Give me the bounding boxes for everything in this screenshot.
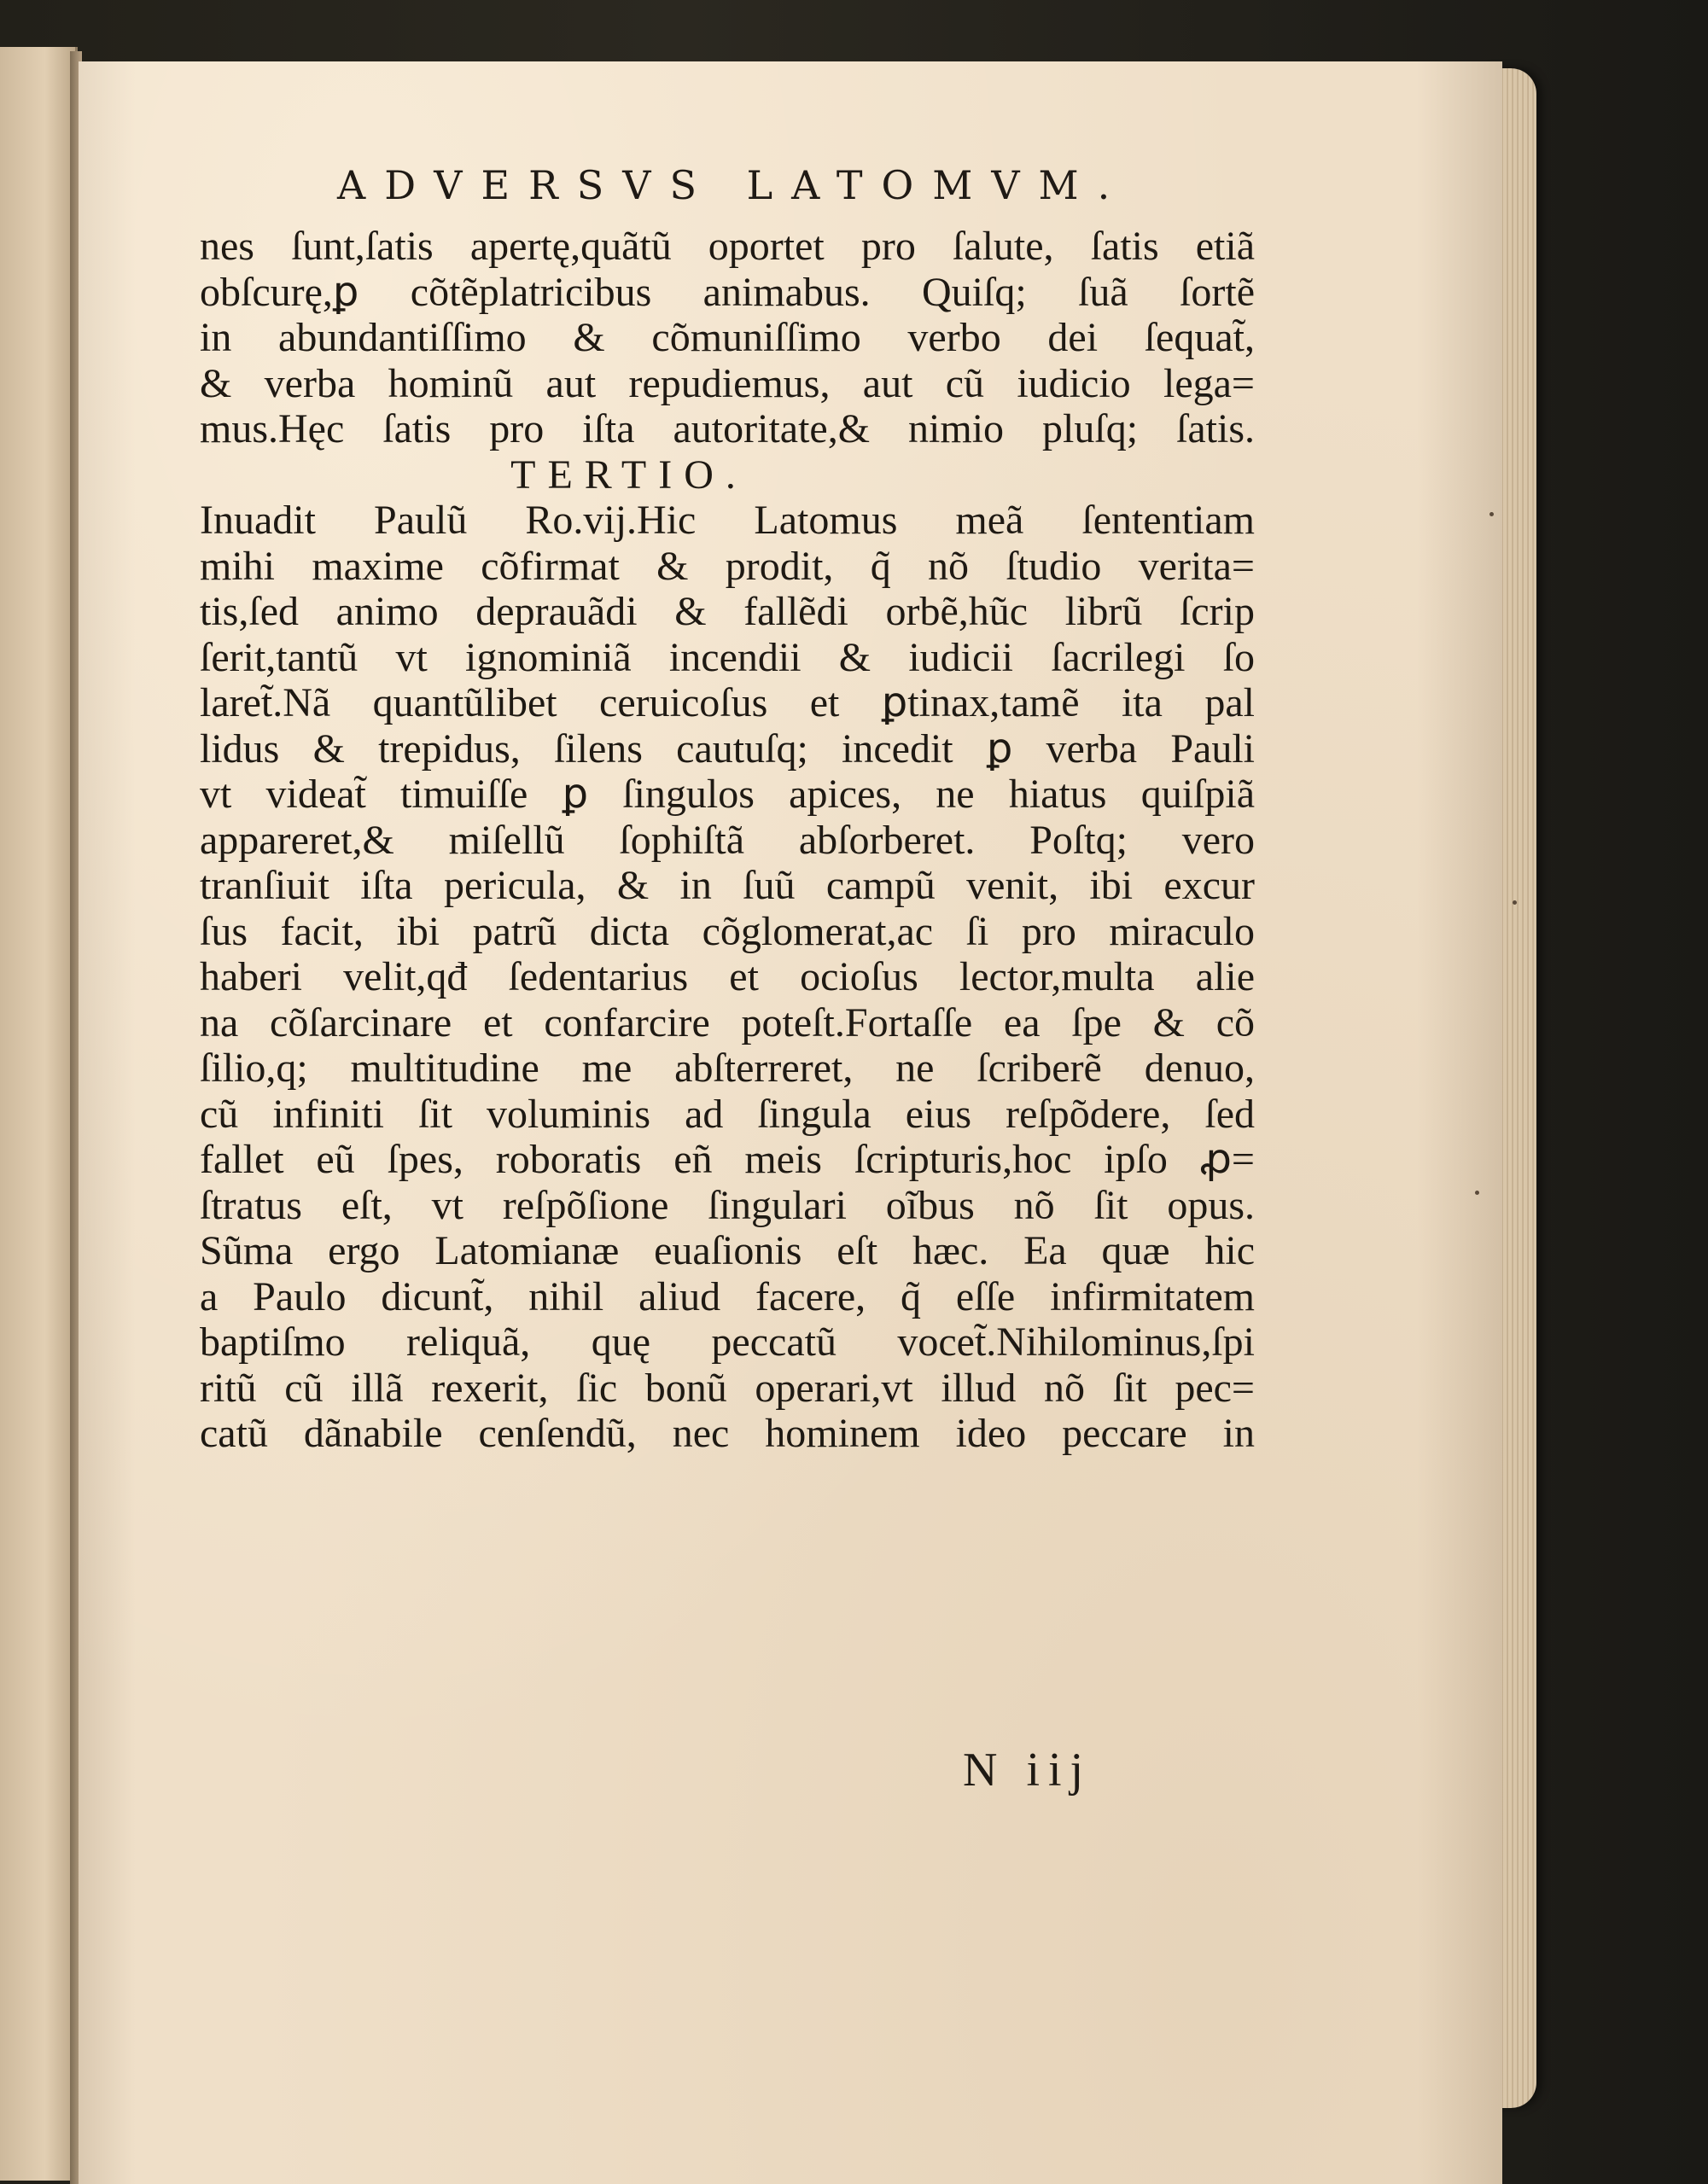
text-line: Inuadit Paulũ Ro.vij.Hic Latomus meã ſententiam xyxy=(200,498,1255,543)
text-line: laret̃.Nã quantũlibet ceruicoſus et ꝑtinax,tamẽ ita pal xyxy=(200,680,1255,725)
text-line: fallet eũ ſpes, roboratis eñ meis ſcripturis,hoc ipſo ꝓ= xyxy=(200,1137,1255,1182)
text-line: tranſiuit iſta pericula, & in ſuũ campũ venit, ibi excur xyxy=(200,863,1255,908)
text-line: nes ſunt,ſatis apertę,quãtũ oportet pro ſalute, ſatis etiã xyxy=(200,224,1255,269)
running-header: ADVERSVS LATOMVM. xyxy=(337,162,1129,208)
paper-speck xyxy=(1475,1191,1479,1195)
text-line: catũ dãnabile cenſendũ, nec hominem ideo peccare in xyxy=(200,1411,1255,1456)
text-line: obſcurę,ꝑ cõtẽplatricibus animabus. Quiſq; ſuã ſortẽ xyxy=(200,269,1255,315)
text-line: ritũ cũ illã rexerit, ſic bonũ operari,vt illud nõ ſit pec= xyxy=(200,1365,1255,1411)
paper-speck xyxy=(1489,512,1494,516)
text-line: in abundantiſſimo & cõmuniſſimo verbo dei ſequat̃, xyxy=(200,315,1255,360)
text-line: & verba hominũ aut repudiemus, aut cũ iudicio lega= xyxy=(200,360,1255,406)
signature-mark: N iij xyxy=(963,1744,1093,1797)
text-line: appareret,& miſellũ ſophiſtã abſorberet. Poſtq; vero xyxy=(200,817,1255,863)
text-line: ſerit,tantũ vt ignominiã incendii & iudicii ſacrilegi ſo xyxy=(200,634,1255,680)
text-line: a Paulo dicunt̃, nihil aliud facere, q̃ eſſe infirmitatem xyxy=(200,1273,1255,1319)
text-line: vt videat̃ timuiſſe ꝑ ſingulos apices, ne hiatus quiſpiã xyxy=(200,772,1255,817)
text-line: ſilio,q; multitudine me abſterreret, ne ſcriberẽ denuo, xyxy=(200,1045,1255,1091)
text-line: haberi velit,qđ ſedentarius et ocioſus lector,multa alie xyxy=(200,954,1255,999)
page-body-text xyxy=(200,224,1255,1457)
text-line: cũ infiniti ſit voluminis ad ſingula eius reſpõdere, ſed xyxy=(200,1091,1255,1137)
text-line: Sũma ergo Latomianæ euaſionis eſt hæc. Ea quæ hic xyxy=(200,1228,1255,1273)
text-line: mus.Hęc ſatis pro iſta autoritate,& nimio pluſq; ſatis. xyxy=(200,406,1255,451)
text-line: ſus facit, ibi patrũ dicta cõglomerat,ac ſi pro miraculo xyxy=(200,908,1255,954)
text-line: mihi maxime cõfirmat & prodit, q̃ nõ ſtudio verita= xyxy=(200,543,1255,589)
text-line: lidus & trepidus, ſilens cautuſq; incedit ꝑ verba Pauli xyxy=(200,725,1255,772)
paper-speck xyxy=(1513,900,1517,905)
text-line: tis,ſed animo deprauãdi & fallẽdi orbẽ,hũc librũ ſcrip xyxy=(200,589,1255,634)
text-line: ſtratus eſt, vt reſpõſione ſingulari oĩbus nõ ſit opus. xyxy=(200,1182,1255,1228)
section-heading: TERTIO. xyxy=(510,451,748,498)
text-line: baptiſmo reliquã, quę peccatũ vocet̃.Nihilominus,ſpi xyxy=(200,1319,1255,1365)
previous-page-edge xyxy=(0,47,78,2181)
text-line: na cõſarcinare et confarcire poteſt.Fortaſſe ea ſpe & cõ xyxy=(200,999,1255,1045)
